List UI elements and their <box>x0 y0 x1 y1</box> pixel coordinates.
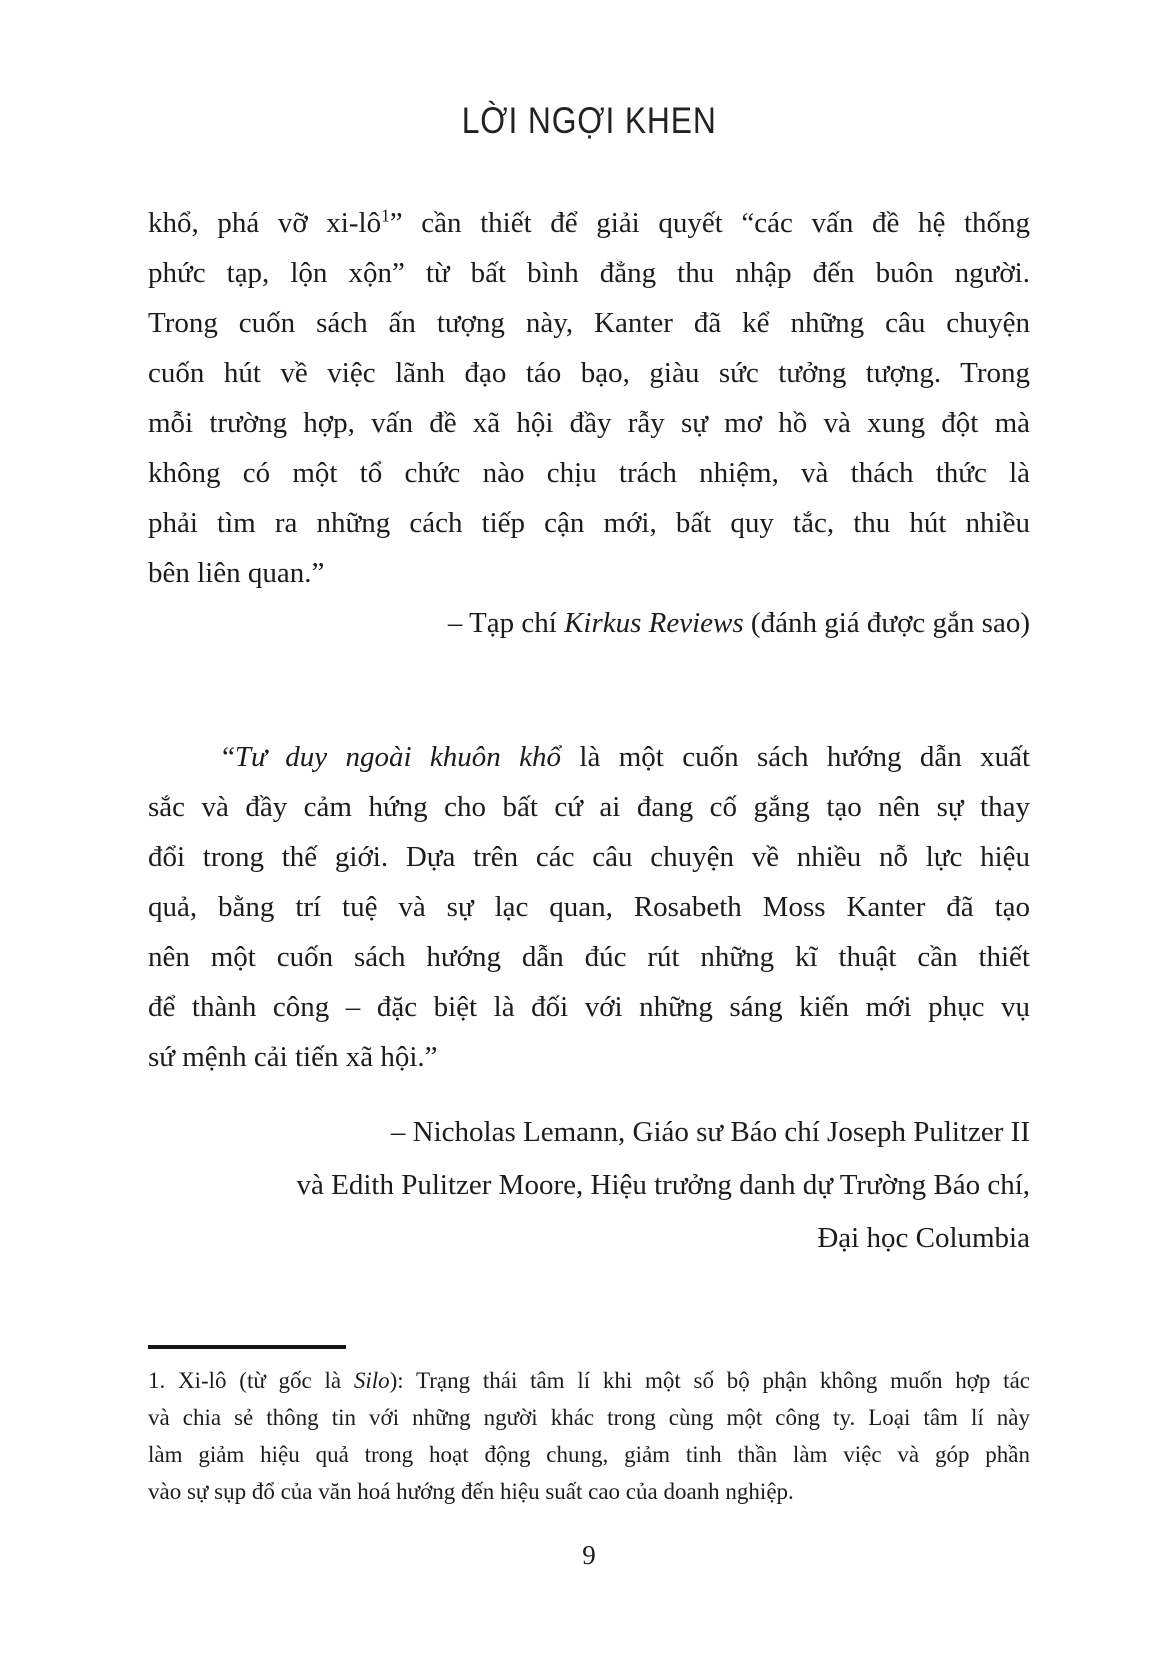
text-segment: nên một cuốn sách hướng dẫn đúc rút những kĩ thuật cần thiết <box>148 941 1030 973</box>
text-segment: ): Trạng thái tâm lí khi một số bộ phận không muốn hợp tác <box>389 1368 1030 1393</box>
text-segment: và Edith Pulitzer Moore, Hiệu trưởng danh dự Trường Báo chí, <box>296 1169 1030 1201</box>
text-segment: Tư duy ngoài khuôn khổ <box>234 741 562 773</box>
text-line <box>148 782 1030 832</box>
text-line <box>148 732 1030 782</box>
text-segment: quả, bằng trí tuệ và sự lạc quan, Rosabeth Moss Kanter đã tạo <box>148 891 1030 923</box>
text-line <box>148 448 1030 498</box>
footnote-silo-definition <box>148 1362 1030 1510</box>
text-segment: không có một tổ chức nào chịu trách nhiệm, và thách thức là <box>148 457 1030 489</box>
paragraph-review-kirkus <box>148 198 1030 598</box>
text-segment: đổi trong thế giới. Dựa trên các câu chuyện về nhiều nỗ lực hiệu <box>148 841 1030 873</box>
text-segment: (đánh giá được gắn sao) <box>743 607 1030 639</box>
text-segment: ” cần thiết để giải quyết “các vấn đề hệ thống <box>389 207 1031 239</box>
text-segment: – Nicholas Lemann, Giáo sư Báo chí Joseph Pulitzer II <box>390 1116 1030 1148</box>
text-line <box>148 832 1030 882</box>
text-segment: Kirkus Reviews <box>564 607 744 639</box>
text-line <box>148 498 1030 548</box>
text-segment: làm giảm hiệu quả trong hoạt động chung, giảm tinh thần làm việc và góp phần <box>148 1442 1030 1467</box>
text-line <box>148 398 1030 448</box>
text-segment: phải tìm ra những cách tiếp cận mới, bất quy tắc, thu hút nhiều <box>148 507 1030 539</box>
text-segment: phức tạp, lộn xộn” từ bất bình đẳng thu nhập đến buôn người. <box>148 257 1030 289</box>
text-line <box>148 1106 1030 1159</box>
text-segment: và chia sẻ thông tin với những người khác trong cùng một công ty. Loại tâm lí này <box>148 1405 1030 1430</box>
footnote-separator-rule <box>148 1345 346 1349</box>
text-line <box>148 982 1030 1032</box>
text-segment: mỗi trường hợp, vấn đề xã hội đầy rẫy sự mơ hồ và xung đột mà <box>148 407 1030 439</box>
page-number: 9 <box>582 1540 596 1570</box>
attribution-nicholas-lemann <box>148 1106 1030 1265</box>
page-title-text: LỜI NGỢI KHEN <box>461 100 717 141</box>
text-line <box>148 1212 1030 1265</box>
text-line <box>148 882 1030 932</box>
text-line <box>148 298 1030 348</box>
text-segment: – Tạp chí <box>447 607 565 639</box>
text-segment: vào sự sụp đổ của văn hoá hướng đến hiệu suất cao của doanh nghiệp. <box>148 1479 794 1504</box>
text-segment: Silo <box>353 1368 390 1393</box>
page-title <box>148 0 1030 142</box>
text-segment: 1. Xi-lô (từ gốc là <box>148 1368 354 1393</box>
paragraph-review-lemann <box>148 732 1030 1082</box>
text-line <box>148 548 1030 598</box>
text-segment: khổ, phá vỡ xi-lô <box>148 207 382 239</box>
attribution-kirkus-reviews <box>148 598 1030 648</box>
text-segment: bên liên quan.” <box>148 557 325 589</box>
text-line <box>148 1473 1030 1510</box>
text-line <box>148 348 1030 398</box>
text-segment: là một cuốn sách hướng dẫn xuất <box>561 741 1031 773</box>
text-line <box>148 1399 1030 1436</box>
text-line <box>148 198 1030 248</box>
text-segment: sắc và đầy cảm hứng cho bất cứ ai đang cố gắng tạo nên sự thay <box>148 791 1030 823</box>
text-line <box>148 248 1030 298</box>
text-line <box>148 598 1030 648</box>
text-segment: sứ mệnh cải tiến xã hội.” <box>148 1041 438 1073</box>
text-segment: để thành công – đặc biệt là đối với những sáng kiến mới phục vụ <box>148 991 1030 1023</box>
text-line <box>148 932 1030 982</box>
text-line <box>148 1032 1030 1082</box>
text-segment: cuốn hút về việc lãnh đạo táo bạo, giàu sức tưởng tượng. Trong <box>148 357 1030 389</box>
text-line <box>148 1436 1030 1473</box>
footnote-reference-superscript: 1 <box>381 205 390 226</box>
text-segment: Trong cuốn sách ấn tượng này, Kanter đã kể những câu chuyện <box>148 307 1030 339</box>
text-segment: Đại học Columbia <box>817 1222 1030 1254</box>
text-segment: “ <box>222 741 235 773</box>
text-line <box>148 1362 1030 1399</box>
text-line <box>148 1159 1030 1212</box>
